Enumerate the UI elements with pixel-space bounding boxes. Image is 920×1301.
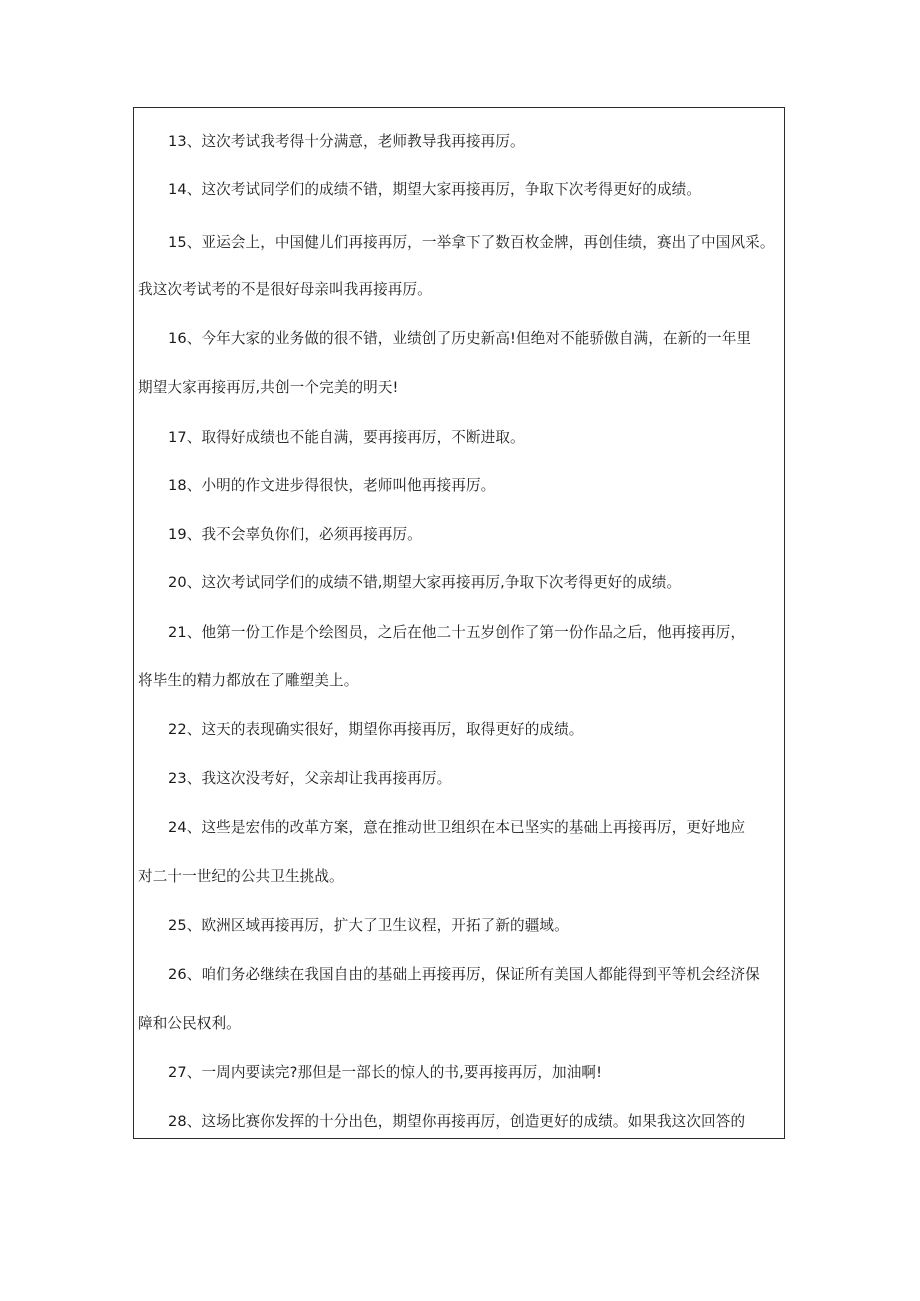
text-line-20: 20、这次考试同学们的成绩不错,期望大家再接再厉,争取下次考得更好的成绩。 <box>168 574 682 591</box>
text-line-15: 15、亚运会上，中国健儿们再接再厉，一举拿下了数百枚金牌，再创佳绩，赛出了中国风采。 <box>168 234 775 251</box>
text-line-23: 23、我这次没考好，父亲却让我再接再厉。 <box>168 770 452 787</box>
text-line-15-cont: 我这次考试考的不是很好母亲叫我再接再厉。 <box>138 281 432 298</box>
text-line-18: 18、小明的作文进步得很快，老师叫他再接再厉。 <box>168 477 496 494</box>
text-line-13: 13、这次考试我考得十分满意，老师教导我再接再厉。 <box>168 133 525 150</box>
text-line-28: 28、这场比赛你发挥的十分出色，期望你再接再厉，创造更好的成绩。如果我这次回答的 <box>168 1113 746 1130</box>
text-line-16: 16、今年大家的业务做的很不错，业绩创了历史新高!但绝对不能骄傲自满，在新的一年里 <box>168 330 752 347</box>
text-line-24: 24、这些是宏伟的改革方案，意在推动世卫组织在本已坚实的基础上再接再厉，更好地应 <box>168 819 746 836</box>
text-line-22: 22、这天的表现确实很好，期望你再接再厉，取得更好的成绩。 <box>168 721 584 738</box>
text-line-14: 14、这次考试同学们的成绩不错，期望大家再接再厉，争取下次考得更好的成绩。 <box>168 181 702 198</box>
text-line-24-cont: 对二十一世纪的公共卫生挑战。 <box>138 868 344 885</box>
text-line-21: 21、他第一份工作是个绘图员，之后在他二十五岁创作了第一份作品之后，他再接再厉， <box>168 624 746 641</box>
text-line-25: 25、欧洲区域再接再厉，扩大了卫生议程，开拓了新的疆域。 <box>168 917 569 934</box>
text-line-19: 19、我不会辜负你们，必须再接再厉。 <box>168 526 422 543</box>
text-line-27: 27、一周内要读完?那但是一部长的惊人的书,要再接再厉，加油啊! <box>168 1064 603 1081</box>
document-page <box>133 107 785 1139</box>
text-line-16-cont: 期望大家再接再厉,共创一个完美的明天! <box>138 379 399 396</box>
text-line-26: 26、咱们务必继续在我国自由的基础上再接再厉，保证所有美国人都能得到平等机会经济保 <box>168 966 760 983</box>
text-line-26-cont: 障和公民权利。 <box>138 1015 241 1032</box>
text-line-17: 17、取得好成绩也不能自满，要再接再厉，不断进取。 <box>168 429 525 446</box>
text-line-21-cont: 将毕生的精力都放在了雕塑美上。 <box>138 672 359 689</box>
